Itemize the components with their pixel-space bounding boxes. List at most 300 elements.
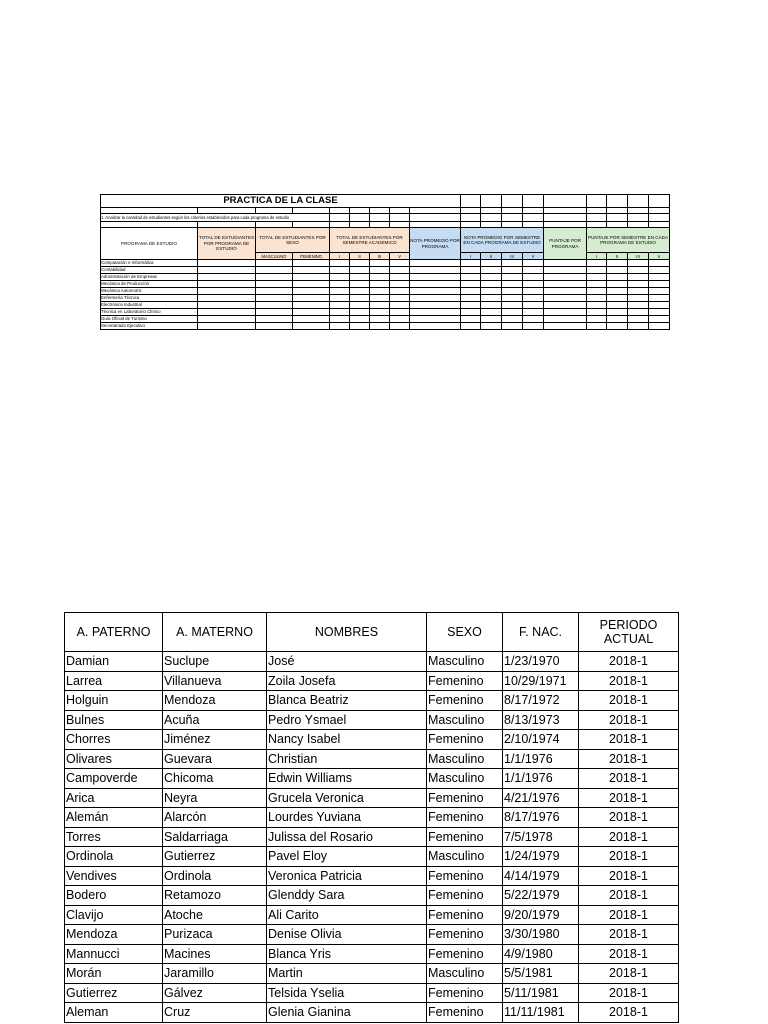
program-cell: [293, 295, 330, 302]
program-name: Administración de Empresas: [101, 274, 198, 281]
program-cell: [256, 281, 293, 288]
program-cell: [256, 323, 293, 330]
periodo-cell: 2018-1: [579, 769, 679, 789]
program-cell: [481, 302, 502, 309]
program-cell: [293, 260, 330, 267]
program-name: Contabilidad: [101, 267, 198, 274]
sub-semestre-3: III: [370, 253, 390, 260]
sub-puntaje-semestre-1: I: [587, 253, 607, 260]
practice-instruction: 1. Analizar la cantidad de estudiantes según los criterios establecidos para cada programa de estudio: [101, 214, 330, 222]
header-programa: PROGRAMA DE ESTUDIO: [101, 228, 198, 260]
materno-cell: Purizaca: [163, 925, 267, 945]
sub-puntaje-semestre-5: V: [649, 253, 670, 260]
program-cell: [330, 295, 350, 302]
header-nota-semestre: NOTA PROMEDIO POR SEMESTRE EN CADA PROGRAMA DE ESTUDIO: [461, 228, 544, 253]
sub-masculino: MASCULINO: [256, 253, 293, 260]
sexo-cell: Femenino: [427, 691, 503, 711]
column-header-paterno: A. PATERNO: [65, 613, 163, 652]
program-cell: [481, 295, 502, 302]
sexo-cell: Masculino: [427, 652, 503, 672]
program-cell: [607, 295, 628, 302]
periodo-cell: 2018-1: [579, 827, 679, 847]
table-row: [65, 788, 679, 808]
program-cell: [481, 274, 502, 281]
table-row: [65, 905, 679, 925]
program-cell: [410, 316, 461, 323]
nombres-cell: Glenia Gianina: [267, 1003, 427, 1023]
periodo-cell: 2018-1: [579, 886, 679, 906]
periodo-cell: 2018-1: [579, 866, 679, 886]
program-cell: [481, 260, 502, 267]
program-name: Computación e Informática: [101, 260, 198, 267]
program-name: Enfermería Técnica: [101, 295, 198, 302]
program-cell: [198, 316, 256, 323]
fnac-cell: 9/20/1979: [503, 905, 579, 925]
nombres-cell: José: [267, 652, 427, 672]
table-row: [65, 983, 679, 1003]
table-row: [65, 847, 679, 867]
program-cell: [410, 302, 461, 309]
program-cell: [293, 302, 330, 309]
program-cell: [607, 260, 628, 267]
program-cell: [481, 323, 502, 330]
program-name: Mecánica Automotriz: [101, 288, 198, 295]
program-cell: [502, 302, 523, 309]
program-cell: [370, 323, 390, 330]
table-row: [65, 730, 679, 750]
sexo-cell: Femenino: [427, 925, 503, 945]
materno-cell: Saldarriaga: [163, 827, 267, 847]
program-row: [101, 316, 670, 323]
program-cell: [587, 316, 607, 323]
paterno-cell: Ordinola: [65, 847, 163, 867]
program-cell: [544, 309, 587, 316]
nombres-cell: Grucela Veronica: [267, 788, 427, 808]
program-cell: [410, 274, 461, 281]
program-cell: [461, 323, 481, 330]
program-row: [101, 267, 670, 274]
sexo-cell: Femenino: [427, 866, 503, 886]
program-cell: [587, 274, 607, 281]
sexo-cell: Femenino: [427, 983, 503, 1003]
sexo-cell: Femenino: [427, 944, 503, 964]
materno-cell: Neyra: [163, 788, 267, 808]
nombres-cell: Nancy Isabel: [267, 730, 427, 750]
table-row: [65, 808, 679, 828]
sexo-cell: Femenino: [427, 886, 503, 906]
sexo-cell: Masculino: [427, 964, 503, 984]
program-cell: [410, 267, 461, 274]
program-cell: [544, 267, 587, 274]
table-row: [65, 866, 679, 886]
program-name: Secretariado Ejecutivo: [101, 323, 198, 330]
program-cell: [370, 267, 390, 274]
program-cell: [350, 323, 370, 330]
program-cell: [198, 323, 256, 330]
fnac-cell: 5/5/1981: [503, 964, 579, 984]
paterno-cell: Olivares: [65, 749, 163, 769]
program-cell: [293, 274, 330, 281]
program-cell: [544, 295, 587, 302]
program-cell: [390, 323, 410, 330]
program-cell: [390, 267, 410, 274]
sexo-cell: Masculino: [427, 769, 503, 789]
sub-puntaje-semestre-2: II: [607, 253, 628, 260]
nombres-cell: Veronica Patricia: [267, 866, 427, 886]
program-cell: [198, 309, 256, 316]
program-cell: [523, 281, 544, 288]
sexo-cell: Femenino: [427, 905, 503, 925]
periodo-cell: 2018-1: [579, 925, 679, 945]
program-cell: [628, 309, 649, 316]
program-cell: [461, 295, 481, 302]
periodo-cell: 2018-1: [579, 964, 679, 984]
sub-nota-semestre-5: V: [523, 253, 544, 260]
program-cell: [256, 288, 293, 295]
program-cell: [370, 288, 390, 295]
table-row: [65, 671, 679, 691]
program-cell: [649, 302, 670, 309]
program-cell: [607, 302, 628, 309]
program-cell: [607, 267, 628, 274]
program-cell: [198, 302, 256, 309]
practice-sheet: [100, 194, 670, 330]
program-cell: [410, 309, 461, 316]
program-cell: [544, 323, 587, 330]
program-cell: [461, 302, 481, 309]
program-cell: [628, 267, 649, 274]
program-cell: [649, 288, 670, 295]
program-cell: [293, 288, 330, 295]
program-cell: [350, 260, 370, 267]
program-cell: [390, 316, 410, 323]
program-cell: [461, 288, 481, 295]
program-cell: [607, 316, 628, 323]
materno-cell: Cruz: [163, 1003, 267, 1023]
program-cell: [293, 309, 330, 316]
column-header-periodo: PERIODO ACTUAL: [579, 613, 679, 652]
sub-femenino: FEMENINO: [293, 253, 330, 260]
sexo-cell: Femenino: [427, 671, 503, 691]
program-cell: [410, 260, 461, 267]
materno-cell: Villanueva: [163, 671, 267, 691]
materno-cell: Acuña: [163, 710, 267, 730]
header-total: TOTAL DE ESTUDIANTES POR PROGRAMA DE ESTUDIO: [198, 228, 256, 260]
sexo-cell: Femenino: [427, 788, 503, 808]
program-cell: [370, 295, 390, 302]
paterno-cell: Larrea: [65, 671, 163, 691]
program-cell: [544, 316, 587, 323]
sub-semestre-2: II: [350, 253, 370, 260]
paterno-cell: Torres: [65, 827, 163, 847]
periodo-cell: 2018-1: [579, 905, 679, 925]
table-row: [65, 652, 679, 672]
program-cell: [587, 323, 607, 330]
materno-cell: Gálvez: [163, 983, 267, 1003]
header-puntaje-programa: PUNTAJE POR PROGRAMA: [544, 228, 587, 260]
program-cell: [198, 288, 256, 295]
program-cell: [502, 316, 523, 323]
nombres-cell: Pavel Eloy: [267, 847, 427, 867]
program-cell: [390, 281, 410, 288]
program-cell: [256, 309, 293, 316]
periodo-cell: 2018-1: [579, 1003, 679, 1023]
paterno-cell: Clavijo: [65, 905, 163, 925]
program-cell: [293, 323, 330, 330]
column-header-nombres: NOMBRES: [267, 613, 427, 652]
program-name: Guía Oficial de Turismo: [101, 316, 198, 323]
program-cell: [256, 295, 293, 302]
materno-cell: Retamozo: [163, 886, 267, 906]
sexo-cell: Femenino: [427, 1003, 503, 1023]
paterno-cell: Aleman: [65, 1003, 163, 1023]
sub-semestre-1: I: [330, 253, 350, 260]
materno-cell: Atoche: [163, 905, 267, 925]
program-cell: [481, 316, 502, 323]
table-row: [65, 827, 679, 847]
program-row: [101, 302, 670, 309]
program-cell: [649, 323, 670, 330]
table-row: [65, 1003, 679, 1023]
materno-cell: Gutierrez: [163, 847, 267, 867]
program-cell: [649, 309, 670, 316]
program-cell: [370, 302, 390, 309]
nombres-cell: Telsida Yselia: [267, 983, 427, 1003]
program-cell: [293, 267, 330, 274]
program-cell: [607, 309, 628, 316]
program-row: [101, 260, 670, 267]
program-cell: [502, 288, 523, 295]
program-cell: [628, 281, 649, 288]
program-cell: [350, 281, 370, 288]
program-cell: [198, 295, 256, 302]
nombres-cell: Christian: [267, 749, 427, 769]
program-cell: [587, 295, 607, 302]
fnac-cell: 8/13/1973: [503, 710, 579, 730]
sexo-cell: Femenino: [427, 730, 503, 750]
program-name: Técnica en Laboratorio Clínico: [101, 309, 198, 316]
program-cell: [461, 316, 481, 323]
program-row: [101, 281, 670, 288]
program-cell: [523, 260, 544, 267]
sexo-cell: Femenino: [427, 827, 503, 847]
program-row: [101, 309, 670, 316]
program-cell: [256, 274, 293, 281]
paterno-cell: Campoverde: [65, 769, 163, 789]
program-cell: [350, 302, 370, 309]
program-cell: [390, 309, 410, 316]
nombres-cell: Zoila Josefa: [267, 671, 427, 691]
table-row: [65, 964, 679, 984]
periodo-cell: 2018-1: [579, 788, 679, 808]
fnac-cell: 3/30/1980: [503, 925, 579, 945]
program-cell: [544, 288, 587, 295]
periodo-cell: 2018-1: [579, 944, 679, 964]
nombres-cell: Edwin Williams: [267, 769, 427, 789]
nombres-cell: Lourdes Yuviana: [267, 808, 427, 828]
program-cell: [523, 267, 544, 274]
nombres-cell: Glenddy Sara: [267, 886, 427, 906]
program-cell: [523, 309, 544, 316]
paterno-cell: Mannucci: [65, 944, 163, 964]
program-cell: [544, 260, 587, 267]
practice-title: PRACTICA DE LA CLASE: [101, 195, 461, 208]
program-cell: [256, 316, 293, 323]
program-cell: [628, 316, 649, 323]
program-cell: [587, 260, 607, 267]
program-cell: [390, 288, 410, 295]
program-cell: [390, 260, 410, 267]
program-cell: [649, 274, 670, 281]
program-cell: [461, 309, 481, 316]
materno-cell: Jaramillo: [163, 964, 267, 984]
program-cell: [330, 309, 350, 316]
program-cell: [350, 316, 370, 323]
sub-nota-semestre-2: II: [481, 253, 502, 260]
program-cell: [350, 295, 370, 302]
program-cell: [410, 281, 461, 288]
periodo-cell: 2018-1: [579, 652, 679, 672]
program-cell: [523, 295, 544, 302]
program-cell: [628, 288, 649, 295]
program-cell: [628, 302, 649, 309]
fnac-cell: 5/22/1979: [503, 886, 579, 906]
program-cell: [330, 281, 350, 288]
paterno-cell: Morán: [65, 964, 163, 984]
fnac-cell: 8/17/1972: [503, 691, 579, 711]
header-nota-programa: NOTA PROMEDIO POR PROGRAMA: [410, 228, 461, 260]
nombres-cell: Blanca Yris: [267, 944, 427, 964]
sexo-cell: Femenino: [427, 808, 503, 828]
table-row: [65, 769, 679, 789]
materno-cell: Ordinola: [163, 866, 267, 886]
periodo-cell: 2018-1: [579, 847, 679, 867]
program-cell: [370, 309, 390, 316]
program-cell: [649, 281, 670, 288]
nombres-cell: Pedro Ysmael: [267, 710, 427, 730]
program-cell: [350, 267, 370, 274]
program-cell: [461, 267, 481, 274]
program-cell: [410, 323, 461, 330]
program-cell: [502, 260, 523, 267]
paterno-cell: Alemán: [65, 808, 163, 828]
program-cell: [461, 281, 481, 288]
program-cell: [523, 288, 544, 295]
program-cell: [256, 267, 293, 274]
table-row: [65, 749, 679, 769]
program-cell: [370, 316, 390, 323]
program-cell: [607, 281, 628, 288]
table-row: [65, 691, 679, 711]
program-cell: [330, 274, 350, 281]
program-cell: [544, 302, 587, 309]
program-cell: [502, 267, 523, 274]
periodo-cell: 2018-1: [579, 808, 679, 828]
program-name: Electrónica Industrial: [101, 302, 198, 309]
program-cell: [390, 295, 410, 302]
program-cell: [481, 309, 502, 316]
program-cell: [410, 295, 461, 302]
program-cell: [461, 274, 481, 281]
program-cell: [256, 260, 293, 267]
fnac-cell: 4/21/1976: [503, 788, 579, 808]
materno-cell: Guevara: [163, 749, 267, 769]
program-cell: [649, 295, 670, 302]
nombres-cell: Ali Carito: [267, 905, 427, 925]
paterno-cell: Damian: [65, 652, 163, 672]
program-cell: [587, 302, 607, 309]
paterno-cell: Chorres: [65, 730, 163, 750]
materno-cell: Alarcón: [163, 808, 267, 828]
sexo-cell: Masculino: [427, 847, 503, 867]
table-row: [65, 925, 679, 945]
program-cell: [293, 316, 330, 323]
program-cell: [502, 295, 523, 302]
fnac-cell: 8/17/1976: [503, 808, 579, 828]
program-cell: [330, 316, 350, 323]
program-cell: [330, 302, 350, 309]
fnac-cell: 7/5/1978: [503, 827, 579, 847]
sub-puntaje-semestre-3: III: [628, 253, 649, 260]
program-cell: [293, 281, 330, 288]
program-cell: [587, 281, 607, 288]
fnac-cell: 10/29/1971: [503, 671, 579, 691]
nombres-cell: Martin: [267, 964, 427, 984]
students-table: [64, 612, 679, 1023]
program-cell: [370, 260, 390, 267]
program-name: Mecánica de Producción: [101, 281, 198, 288]
column-header-sexo: SEXO: [427, 613, 503, 652]
program-cell: [390, 302, 410, 309]
program-cell: [370, 274, 390, 281]
program-cell: [607, 288, 628, 295]
fnac-cell: 4/14/1979: [503, 866, 579, 886]
program-cell: [198, 281, 256, 288]
materno-cell: Chicoma: [163, 769, 267, 789]
program-cell: [544, 281, 587, 288]
program-cell: [256, 302, 293, 309]
paterno-cell: Arica: [65, 788, 163, 808]
materno-cell: Mendoza: [163, 691, 267, 711]
program-cell: [481, 267, 502, 274]
program-cell: [370, 281, 390, 288]
periodo-cell: 2018-1: [579, 671, 679, 691]
program-cell: [198, 267, 256, 274]
program-cell: [461, 260, 481, 267]
program-cell: [350, 309, 370, 316]
program-cell: [523, 316, 544, 323]
paterno-cell: Holguin: [65, 691, 163, 711]
nombres-cell: Denise Olivia: [267, 925, 427, 945]
program-cell: [628, 274, 649, 281]
column-header-fnac: F. NAC.: [503, 613, 579, 652]
paterno-cell: Bodero: [65, 886, 163, 906]
fnac-cell: 1/1/1976: [503, 769, 579, 789]
sexo-cell: Masculino: [427, 749, 503, 769]
program-cell: [628, 260, 649, 267]
program-cell: [607, 323, 628, 330]
header-semestre: TOTAL DE ESTUDIANTES POR SEMESTRE ACADEMICO: [330, 228, 410, 253]
program-cell: [330, 288, 350, 295]
program-cell: [350, 274, 370, 281]
fnac-cell: 1/23/1970: [503, 652, 579, 672]
paterno-cell: Bulnes: [65, 710, 163, 730]
table-row: [65, 710, 679, 730]
program-cell: [649, 267, 670, 274]
fnac-cell: 4/9/1980: [503, 944, 579, 964]
fnac-cell: 1/24/1979: [503, 847, 579, 867]
column-header-materno: A. MATERNO: [163, 613, 267, 652]
